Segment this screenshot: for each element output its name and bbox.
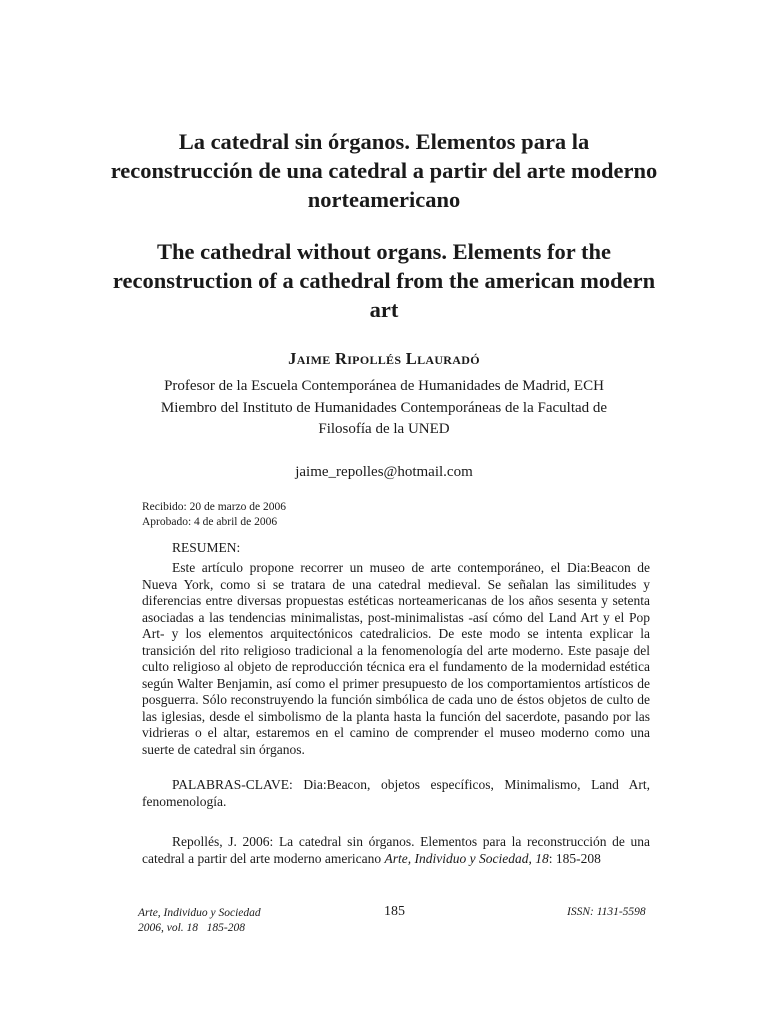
footer-issn: ISSN: 1131-5598	[567, 906, 646, 918]
author-affiliation-2: Miembro del Instituto de Humanidades Contemporáneas de la Facultad de Filosofía de la UNED	[160, 400, 608, 437]
title-spanish: La catedral sin órganos. Elementos para la reconstrucción de una catedral a partir del arte moderno norteamericano	[110, 129, 658, 212]
citation-text	[142, 834, 650, 867]
keywords-text: PALABRAS-CLAVE: Dia:Beacon, objetos específicos, Minimalismo, Land Art, fenomenología.	[142, 777, 650, 809]
citation-prefix: Repollés, J. 2006: La catedral sin órganos. Elementos para la reconstrucción de una catedral a partir del arte moderno americano	[142, 834, 650, 866]
author-name: Jaime Ripollés Llauradó	[288, 349, 480, 368]
received-date: Recibido: 20 de marzo de 2006	[142, 501, 287, 513]
abstract-label: RESUMEN:	[172, 540, 241, 555]
title-english: The cathedral without organs. Elements for the reconstruction of a cathedral from the american modern art	[112, 239, 656, 322]
abstract-text: Este artículo propone recorrer un museo de arte contemporáneo, el Dia:Beacon de Nueva York, como si se tratara de una catedral medieval. Se señalan las similitudes y diferencias entre diversas propuestas estéticas norteamericanas de los años sesenta y setenta asociadas a las tendencias minimalistas, post-minimalistas -así cómo del Land Art y el Pop Art- y los elementos arquitectónicos catedralicios. De este modo se intenta explicar la transición del rito religioso tradicional a la fenomenología del arte moderno. Este pasaje del culto religioso al objeto de reproducción técnica era el fundamento de la modernidad estética según Walter Benjamin, así como el primer presupuesto de los comportamientos artísticos de posguerra. Sólo reconstruyendo la función simbólica de cada uno de éstos objetos de culto de las iglesias, desde el simbolismo de la planta hasta la función del sacerdote, pasando por las vidrieras o el altar, estaremos en el camino de comprender el museo moderno como una suerte de catedral sin órganos.	[142, 560, 650, 757]
dates-block	[142, 500, 286, 530]
author-affiliation-1: Profesor de la Escuela Contemporánea de Humanidades de Madrid, ECH	[164, 378, 604, 394]
footer-journal-name: Arte, Individuo y Sociedad	[138, 907, 261, 919]
author-email: jaime_repolles@hotmail.com	[295, 464, 473, 480]
footer-issue: 2006, vol. 18 185-208	[138, 922, 246, 934]
approved-date: Aprobado: 4 de abril de 2006	[142, 516, 278, 528]
citation-journal: Arte, Individuo y Sociedad	[384, 850, 529, 866]
page-number: 185	[384, 904, 405, 919]
citation-volume: 18	[535, 850, 549, 866]
footer-journal-info	[138, 906, 261, 936]
citation-pages: : 185-208	[548, 850, 601, 866]
citation-comma: ,	[528, 850, 536, 866]
